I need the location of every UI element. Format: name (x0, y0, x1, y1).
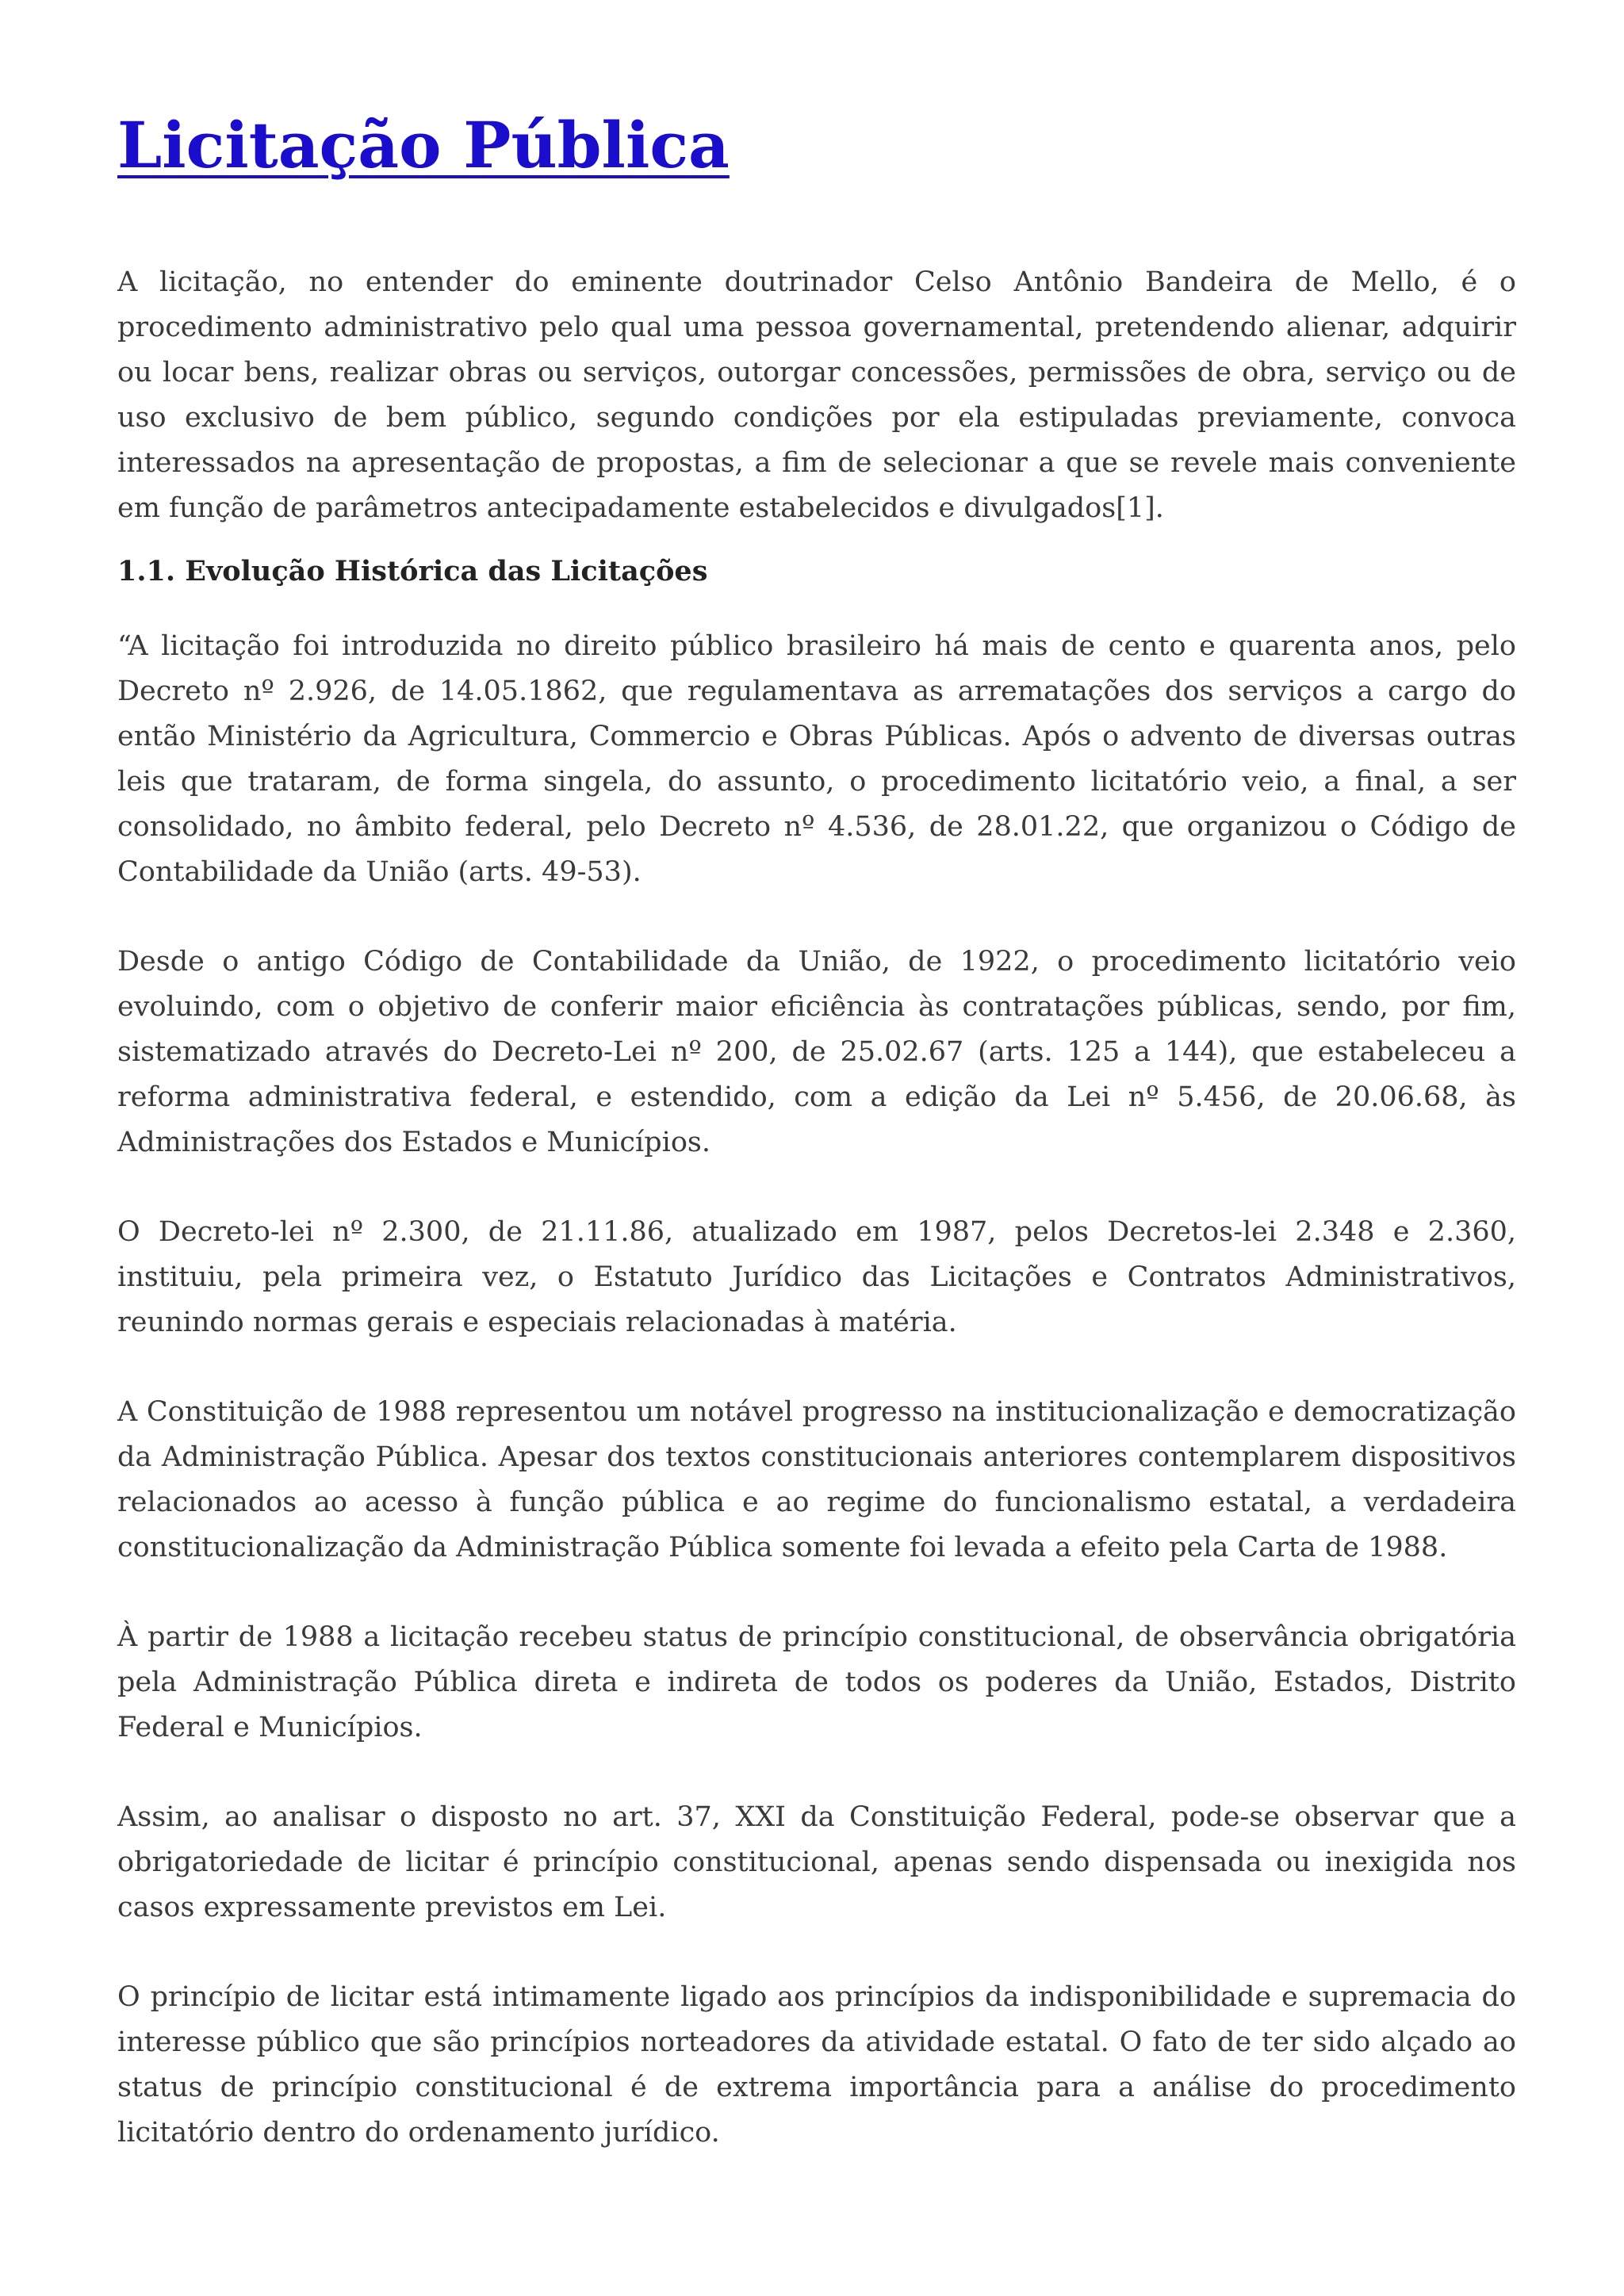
paragraph-constitution-1988: A Constituição de 1988 representou um notável progresso na institucionalização e democratização da Administração Pública. Apesar dos textos constitucionais anteriores contemplarem dispositivos relacionados ao acesso à função pública e ao regime do funcionalismo estatal, a verdadeira constitucionalização da Administração Pública somente foi levada a efeito pela Carta de 1988. (117, 1396, 1516, 1563)
paragraph-decree-2300: O Decreto-lei nº 2.300, de 21.11.86, atualizado em 1987, pelos Decretos-lei 2.348 e 2.360, instituiu, pela primeira vez, o Estatuto Jurídico das Licitações e Contratos Administrativos, reunindo normas gerais e especiais relacionadas à matéria. (117, 1216, 1516, 1338)
paragraph-constitutional-principle: À partir de 1988 a licitação recebeu status de princípio constitucional, de observância obrigatória pela Administração Pública direta e indireta de todos os poderes da União, Estados, Distrito Federal e Municípios. (117, 1621, 1516, 1743)
paragraph-intro: A licitação, no entender do eminente doutrinador Celso Antônio Bandeira de Mello, é o procedimento administrativo pelo qual uma pessoa governamental, pretendendo alienar, adquirir ou locar bens, realizar obras ou serviços, outorgar concessões, permissões de obra, serviço ou de uso exclusivo de bem público, segundo condições por ela estipuladas previamente, convoca interessados na apresentação de propostas, a fim de selecionar a que se revele mais conveniente em função de parâmetros antecipadamente estabelecidos e divulgados[1]. (117, 266, 1516, 524)
paragraph-history-evolution: Desde o antigo Código de Contabilidade da União, de 1922, o procedimento licitatório veio evoluindo, com o objetivo de conferir maior eficiência às contratações públicas, sendo, por fim, sistematizado através do Decreto-Lei nº 200, de 25.02.67 (arts. 125 a 144), que estabeleceu a reforma administrativa federal, e estendido, com a edição da Lei nº 5.456, de 20.06.68, às Administrações dos Estados e Municípios. (117, 946, 1516, 1158)
page-title (117, 101, 1516, 189)
paragraph-art-37: Assim, ao analisar o disposto no art. 37, XXI da Constituição Federal, pode-se observar que a obrigatoriedade de licitar é princípio constitucional, apenas sendo dispensada ou inexigida nos casos expressamente previstos em Lei. (117, 1801, 1516, 1923)
article-page (117, 101, 1516, 2200)
section-heading: 1.1. Evolução Histórica das Licitações (117, 555, 708, 587)
title-link[interactable]: Licitação Pública (117, 108, 730, 182)
article-body (117, 260, 1516, 2156)
paragraph-history-origin: “A licitação foi introduzida no direito público brasileiro há mais de cento e quarenta anos, pelo Decreto nº 2.926, de 14.05.1862, que regulamentava as arrematações dos serviços a cargo do então Ministério da Agricultura, Commercio e Obras Públicas. Após o advento de diversas outras leis que trataram, de forma singela, do assunto, o procedimento licitatório veio, a final, a ser consolidado, no âmbito federal, pelo Decreto nº 4.536, de 28.01.22, que organizou o Código de Contabilidade da União (arts. 49-53). (117, 630, 1516, 888)
paragraph-public-interest: O princípio de licitar está intimamente ligado aos princípios da indisponibilidade e supremacia do interesse público que são princípios norteadores da atividade estatal. O fato de ter sido alçado ao status de princípio constitucional é de extrema importância para a análise do procedimento licitatório dentro do ordenamento jurídico. (117, 1981, 1516, 2149)
